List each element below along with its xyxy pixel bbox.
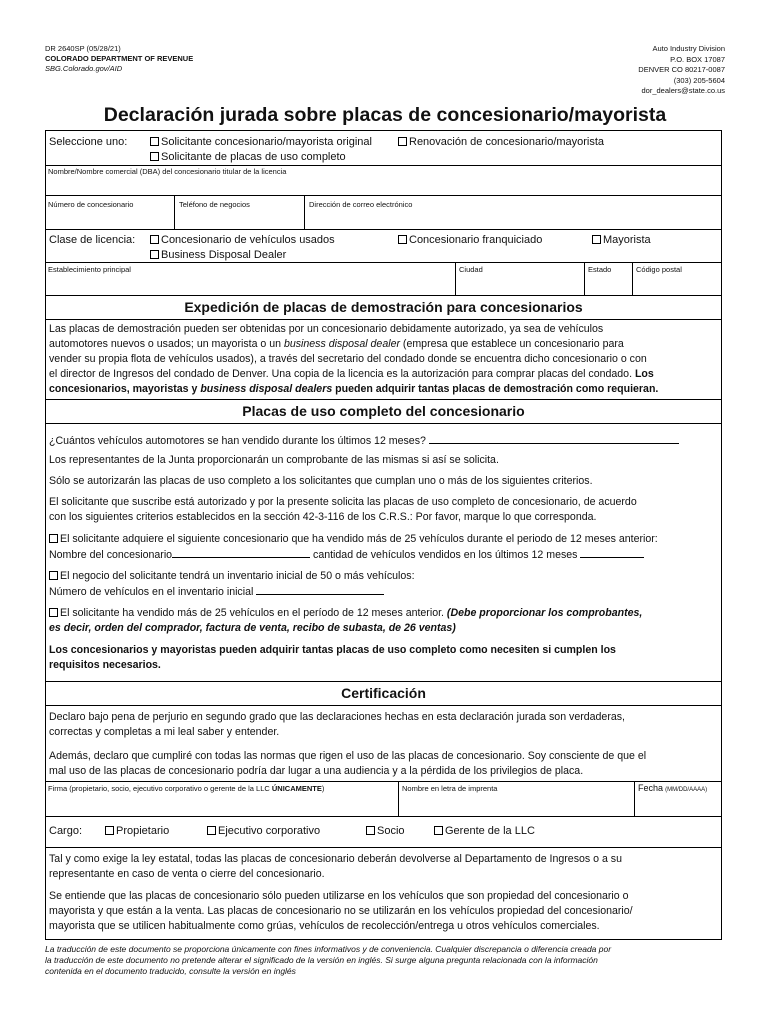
class-used[interactable]: Concesionario de vehículos usados bbox=[150, 234, 335, 246]
header-left bbox=[45, 44, 193, 74]
demo-paragraph: Las placas de demostración pueden ser obtenidas por un concesionario debidamente autorizado, ya sea de vehículos automotores nuevos o usados; un mayorista o un business disposal dealer (empresa que establece un concesionario para vender su propia flota de vehículos usados), a través del secretario del condado donde se encuentra dicho concesionario o con el director de Ingresos del condado de Denver. Una copia de la licencia es la autorización para comprar placas del condado. Los concesionarios, mayoristas y business disposal dealers pueden adquirir tantas placas de demostración como requieran. bbox=[49, 323, 659, 395]
certification-p3: Tal y como exige la ley estatal, todas las placas de concesionario deberán devolverse al Departamento de Ingresos o a su representante en caso de venta o cierre del concesionario. bbox=[49, 853, 622, 880]
board-reps-text: Los representantes de la Junta proporcionarán un comprobante de las mismas si así se solicita. bbox=[49, 454, 499, 466]
certification-p4: Se entiende que las placas de concesionario sólo pueden utilizarse en los vehículos que son propiedad del concesionario o mayorista y que están a la venta. Las placas de concesionario no se utilizarán en los vehículos propiedad del concesionario/ mayorista que se utilicen habitualmente como grúas, vehículos de recolección/entrega u otros vehículos comerciales. bbox=[49, 890, 633, 932]
po-box: P.O. BOX 17087 bbox=[670, 54, 725, 64]
state-label: Estado bbox=[588, 265, 612, 274]
header-right bbox=[638, 44, 725, 97]
email: dor_dealers@state.co.us bbox=[641, 86, 725, 95]
certification-p1: Declaro bajo pena de perjurio en segundo grado que las declaraciones hechas en esta declaración jurada son verdaderas, correctas y completas a mi leal saber y entender. bbox=[49, 711, 625, 738]
dealer-number-label: Número de concesionario bbox=[48, 200, 134, 209]
business-phone-label: Teléfono de negocios bbox=[179, 200, 250, 209]
print-name-label: Nombre en letra de imprenta bbox=[402, 784, 498, 793]
option-full-use[interactable]: Solicitante de placas de uso completo bbox=[150, 151, 346, 163]
translation-disclaimer: La traducción de este documento se proporciona únicamente con fines informativos y de conveniencia. Cualquier discrepancia o diferencia creada por la traducción de este documento no pretende alterar el significado de la versión en inglés. Si surge alguna pregunta relacionada con la información contenida en el documento traducido, consulte la versión en inglés bbox=[45, 944, 612, 976]
main-location-label: Establecimiento principal bbox=[48, 265, 131, 274]
checkbox[interactable] bbox=[366, 826, 375, 835]
signature-label: Firma (propietario, socio, ejecutivo corporativo o gerente de la LLC ÚNICAMENTE) bbox=[48, 784, 325, 793]
option-renewal[interactable]: Renovación de concesionario/mayorista bbox=[398, 136, 604, 148]
title-owner[interactable]: Propietario bbox=[105, 825, 169, 837]
class-wholesaler[interactable]: Mayorista bbox=[592, 234, 651, 246]
option-original[interactable]: Solicitante concesionario/mayorista original bbox=[150, 136, 372, 148]
form-box bbox=[45, 130, 722, 940]
checkbox[interactable] bbox=[150, 137, 159, 146]
license-class-label: Clase de licencia: bbox=[49, 234, 136, 246]
select-label: Seleccione uno: bbox=[49, 136, 128, 148]
question-sold: ¿Cuántos vehículos automotores se han vendido durante los últimos 12 meses? bbox=[49, 433, 717, 449]
section-heading-certification: Certificación bbox=[341, 685, 426, 701]
title-label: Cargo: bbox=[49, 825, 83, 837]
checkbox[interactable] bbox=[398, 235, 407, 244]
email-label: Dirección de correo electrónico bbox=[309, 200, 413, 209]
class-disposal[interactable]: Business Disposal Dealer bbox=[150, 249, 286, 261]
applicant-statement: El solicitante que suscribe está autorizado y por la presente solicita las placas de uso completo de concesionario, de acuerdo con los siguientes criterios establecidos en la sección 42-3-116 de los C.R.S.: Por favor, marque lo que corresponda. bbox=[49, 496, 637, 523]
inventory-field[interactable] bbox=[256, 584, 384, 595]
checkbox[interactable] bbox=[150, 152, 159, 161]
section-heading-demo: Expedición de placas de demostración para concesionarios bbox=[184, 299, 583, 315]
title-exec[interactable]: Ejecutivo corporativo bbox=[207, 825, 320, 837]
certification-p2: Además, declaro que cumpliré con todas las normas que rigen el uso de las placas de concesionario. Soy consciente de que el mal uso de las placas de concesionario podría dar lugar a una audiencia y a la pérdida de los privilegios de placa. bbox=[49, 750, 647, 777]
department-name: COLORADO DEPARTMENT OF REVENUE bbox=[45, 54, 194, 63]
city-label: Ciudad bbox=[459, 265, 483, 274]
title-partner[interactable]: Socio bbox=[366, 825, 405, 837]
criterion-2: El negocio del solicitante tendrá un inventario inicial de 50 o más vehículos: Número de vehículos en el inventario inicial bbox=[49, 570, 415, 598]
zip-label: Código postal bbox=[636, 265, 682, 274]
checkbox[interactable] bbox=[49, 608, 58, 617]
phone: (303) 205-5604 bbox=[673, 75, 725, 85]
page-title: Declaración jurada sobre placas de concesionario/mayorista bbox=[103, 104, 667, 126]
division: Auto Industry Division bbox=[652, 44, 725, 53]
criterion-3: El solicitante ha vendido más de 25 vehículos en el período de 12 meses anterior. (Debe proporcionar los comprobantes, es decir, orden del comprador, factura de venta, recibo de subasta, de 26 ventas) bbox=[49, 607, 643, 634]
only-authorized-text: Sólo se autorizarán las placas de uso completo a los solicitantes que cumplan uno o más de los siguientes criterios. bbox=[49, 475, 593, 487]
website: SBG.Colorado.gov/AID bbox=[45, 64, 123, 73]
checkbox[interactable] bbox=[105, 826, 114, 835]
quantity-field[interactable] bbox=[580, 547, 644, 558]
date-label: Fecha (MM/DD/AAAA) bbox=[638, 783, 708, 793]
dealer-name-label: Nombre/Nombre comercial (DBA) del concesionario titular de la licencia bbox=[48, 167, 287, 176]
form-number: DR 2640SP (05/28/21) bbox=[45, 44, 121, 53]
criterion-1: El solicitante adquiere el siguiente concesionario que ha vendido más de 25 vehículos durante el periodo de 12 meses anterior: Nombre del concesionario cantidad de vehículos vendidos en los últimos 12 meses bbox=[49, 533, 658, 561]
checkbox[interactable] bbox=[434, 826, 443, 835]
checkbox[interactable] bbox=[49, 534, 58, 543]
checkbox[interactable] bbox=[150, 250, 159, 259]
city-zip: DENVER CO 80217-0087 bbox=[638, 65, 725, 74]
checkbox[interactable] bbox=[592, 235, 601, 244]
checkbox[interactable] bbox=[150, 235, 159, 244]
full-use-closing: Los concesionarios y mayoristas pueden adquirir tantas placas de uso completo como necesiten si cumplen los requisitos necesarios. bbox=[49, 644, 616, 671]
checkbox[interactable] bbox=[49, 571, 58, 580]
section-heading-full-use: Placas de uso completo del concesionario bbox=[242, 403, 525, 419]
class-franchise[interactable]: Concesionario franquiciado bbox=[398, 234, 542, 246]
dealer-name-field[interactable] bbox=[172, 547, 310, 558]
checkbox[interactable] bbox=[207, 826, 216, 835]
sold-count-field[interactable] bbox=[429, 433, 679, 444]
checkbox[interactable] bbox=[398, 137, 407, 146]
title-manager[interactable]: Gerente de la LLC bbox=[434, 825, 535, 837]
